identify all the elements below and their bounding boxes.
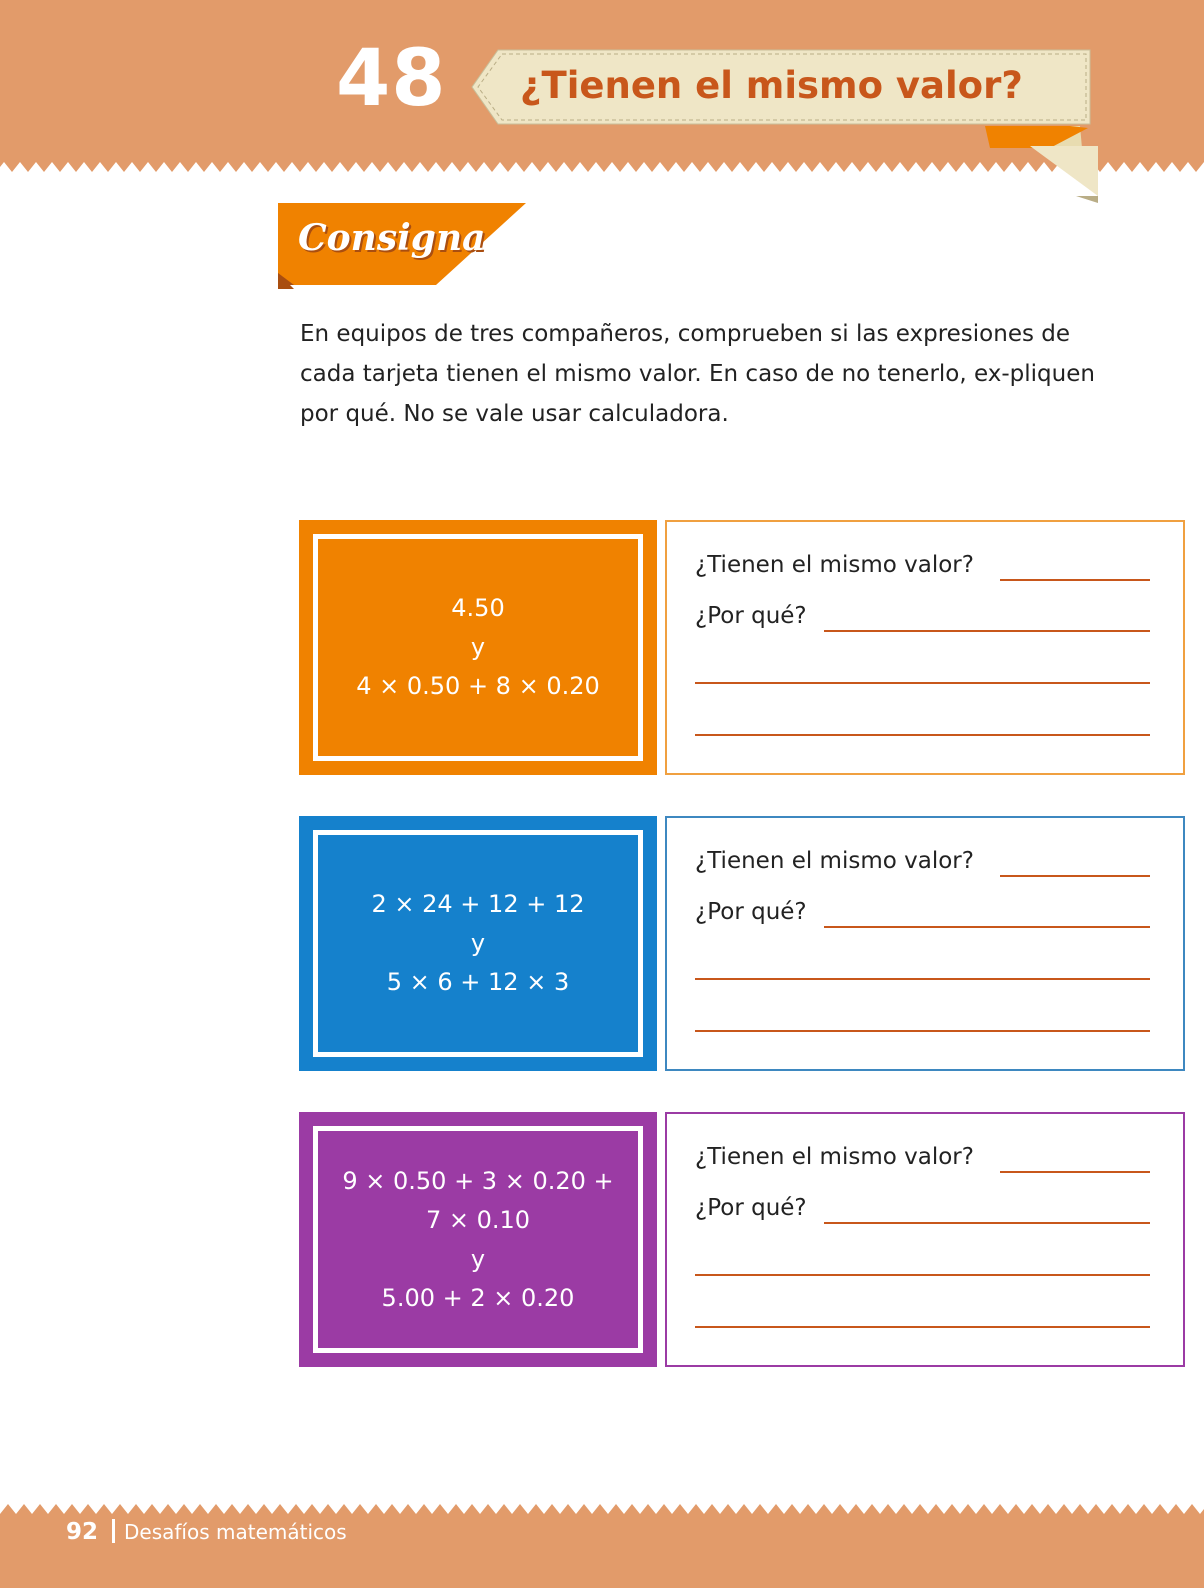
expression-card-1-inner — [313, 534, 643, 761]
footer-band — [0, 1500, 1204, 1588]
same-value-answer-line[interactable] — [1000, 1171, 1150, 1173]
answer-line[interactable] — [695, 1030, 1150, 1032]
why-question: ¿Por qué? — [695, 1195, 807, 1221]
expression-line: 5 × 6 + 12 × 3 — [386, 968, 570, 996]
why-question: ¿Por qué? — [695, 603, 807, 629]
expression-line: 4 × 0.50 + 8 × 0.20 — [356, 672, 600, 700]
why-answer-line[interactable] — [824, 630, 1150, 632]
footer-separator — [112, 1519, 115, 1543]
expression-card-3 — [299, 1112, 657, 1367]
answer-line[interactable] — [695, 978, 1150, 980]
expression-line: 5.00 + 2 × 0.20 — [381, 1283, 575, 1312]
answer-line[interactable] — [695, 1274, 1150, 1276]
expression-line: y — [470, 1244, 486, 1273]
same-value-answer-line[interactable] — [1000, 579, 1150, 581]
answer-line[interactable] — [695, 682, 1150, 684]
expression-line: y — [470, 633, 486, 661]
why-answer-line[interactable] — [824, 926, 1150, 928]
same-value-question: ¿Tienen el mismo valor? — [695, 848, 974, 874]
same-value-answer-line[interactable] — [1000, 875, 1150, 877]
expression-card-3-inner — [313, 1126, 643, 1353]
page-number: 92 — [66, 1519, 99, 1545]
same-value-question: ¿Tienen el mismo valor? — [695, 552, 974, 578]
lesson-number: 48 — [336, 34, 447, 124]
expression-line: y — [470, 929, 486, 957]
instructions-text: En equipos de tres compañeros, comprueben si las expresiones de cada tarjeta tienen el mismo valor. En caso de no tenerlo, ex-pliquen por qué. No se vale usar calculadora. — [300, 321, 1095, 427]
footer-book-title: Desafíos matemáticos — [124, 1520, 347, 1544]
expression-line: 2 × 24 + 12 + 12 — [371, 890, 585, 918]
same-value-question: ¿Tienen el mismo valor? — [695, 1144, 974, 1170]
why-answer-line[interactable] — [824, 1222, 1150, 1224]
consigna-label: Consigna — [298, 217, 486, 259]
expression-card-2 — [299, 816, 657, 1071]
answer-line[interactable] — [695, 734, 1150, 736]
expression-line: 4.50 — [451, 594, 505, 622]
expression-card-1 — [299, 520, 657, 775]
answer-box-2 — [665, 816, 1185, 1071]
why-question: ¿Por qué? — [695, 899, 807, 925]
lesson-title: ¿Tienen el mismo valor? — [520, 64, 1023, 107]
expression-line: 7 × 0.10 — [425, 1205, 531, 1234]
answer-box-1 — [665, 520, 1185, 775]
answer-line[interactable] — [695, 1326, 1150, 1328]
answer-box-3 — [665, 1112, 1185, 1367]
expression-line: 9 × 0.50 + 3 × 0.20 + — [342, 1166, 614, 1195]
expression-card-2-inner — [313, 830, 643, 1057]
